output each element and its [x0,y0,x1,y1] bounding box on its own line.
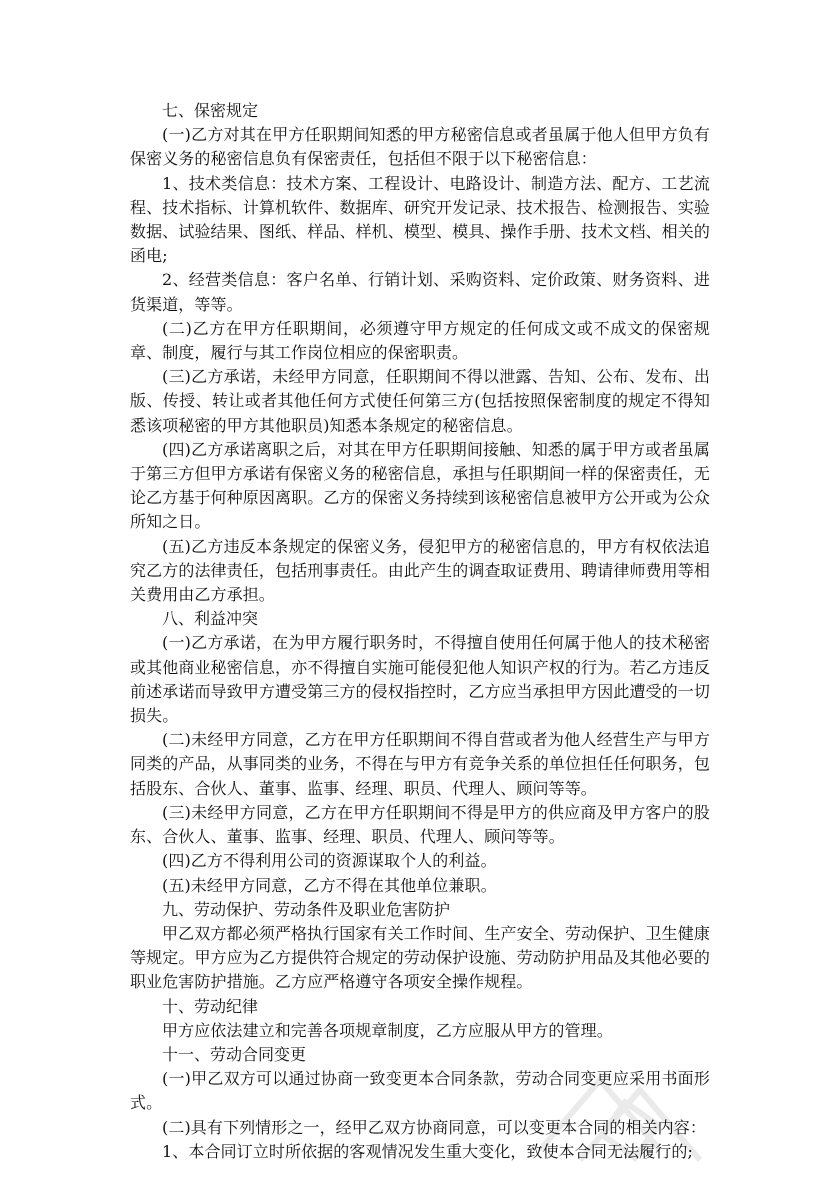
section-heading: 十、劳动纪律 [162,996,259,1016]
section-heading: 十一、劳动合同变更 [162,1044,307,1064]
paragraph: (一)乙方承诺，在为甲方履行职务时，不得擅自使用任何属于他人的技术秘密或其他商业秘密信息，亦不得擅自实施可能侵犯他人知识产权的行为。若乙方违反前述承诺而导致甲方遭受第三方的侵权指控时，乙方应当承担甲方因此遭受的一切损失。 [130,633,710,726]
paragraph: (三)乙方承诺，未经甲方同意，任职期间不得以泄露、告知、公布、发布、出版、传授、转让或者其他任何方式使任何第三方(包括按照保密制度的规定不得知悉该项秘密的甲方其他职员)知悉本条规定的秘密信息。 [130,367,710,435]
paragraph: (一)甲乙双方可以通过协商一致变更本合同条款，劳动合同变更应采用书面形式。 [130,1069,710,1113]
paragraph: 甲方应依法建立和完善各项规章制度，乙方应服从甲方的管理。 [162,1020,613,1040]
section-heading: 七、保密规定 [162,101,259,120]
document-page [130,99,710,1164]
paragraph: 1、技术类信息：技术方案、工程设计、电路设计、制造方法、配方、工艺流程、技术指标、计算机软件、数据库、研究开发记录、技术报告、检测报告、实验数据、试验结果、图纸、样品、样机、模型、模具、操作手册、技术文档、相关的函电; [130,173,710,266]
section-heading: 九、劳动保护、劳动条件及职业危害防护 [162,899,451,919]
paragraph: (四)乙方不得利用公司的资源谋取个人的利益。 [162,851,497,871]
paragraph: 2、经营类信息：客户名单、行销计划、采购资料、定价政策、财务资料、进货渠道，等等。 [130,270,710,314]
paragraph: (一)乙方对其在甲方任职期间知悉的甲方秘密信息或者虽属于他人但甲方负有保密义务的秘密信息负有保密责任，包括但不限于以下秘密信息： [130,125,710,169]
paragraph: (二)乙方在甲方任职期间，必须遵守甲方规定的任何成文或不成文的保密规章、制度，履行与其工作岗位相应的保密职责。 [130,318,710,363]
paragraph: (五)未经甲方同意，乙方不得在其他单位兼职。 [162,875,497,895]
paragraph: 甲乙双方都必须严格执行国家有关工作时间、生产安全、劳动保护、卫生健康等规定。甲方应为乙方提供符合规定的劳动保护设施、劳动防护用品及其他必要的职业危害防护措施。乙方应严格遵守各项安全操作规程。 [130,923,710,992]
paragraph: (三)未经甲方同意，乙方在甲方任职期间不得是甲方的供应商及甲方客户的股东、合伙人、董事、监事、经理、职员、代理人、顾问等等。 [130,802,710,847]
paragraph: (二)具有下列情形之一，经甲乙双方协商同意，可以变更本合同的相关内容： [162,1117,706,1137]
paragraph: 1、本合同订立时所依据的客观情况发生重大变化，致使本合同无法履行的; [162,1141,693,1161]
paragraph: (四)乙方承诺离职之后，对其在甲方任职期间接触、知悉的属于甲方或者虽属于第三方但甲方承诺有保密义务的秘密信息，承担与任职期间一样的保密责任，无论乙方基于何种原因离职。乙方的保密义务持续到该秘密信息被甲方公开或为公众所知之日。 [130,439,710,532]
paragraph: (二)未经甲方同意，乙方在甲方任职期间不得自营或者为他人经营生产与甲方同类的产品，从事同类的业务，不得在与甲方有竞争关系的单位担任任何职务，包括股东、合伙人、董事、监事、经理、职员、代理人、顾问等等。 [130,730,710,798]
paragraph: (五)乙方违反本条规定的保密义务，侵犯甲方的秘密信息的，甲方有权依法追究乙方的法律责任，包括刑事责任。由此产生的调查取证费用、聘请律师费用等相关费用由乙方承担。 [130,536,710,605]
section-heading: 八、利益冲突 [162,609,259,629]
